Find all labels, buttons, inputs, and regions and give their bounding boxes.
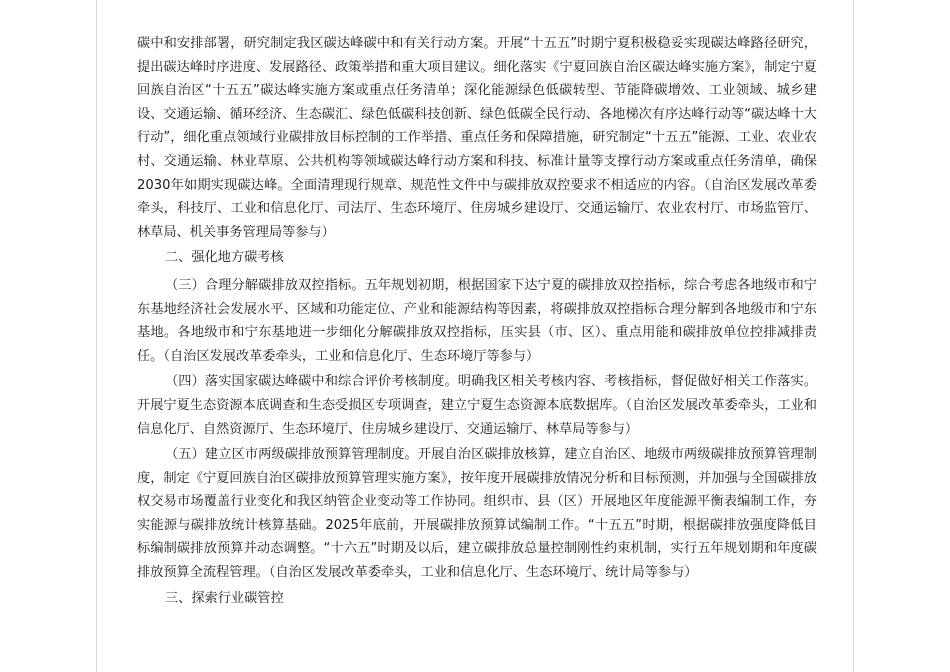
section-heading-2: 二、强化地方碳考核 [165,250,284,266]
section-heading-3: 三、探索行业碳管控 [165,590,284,606]
paragraph-item-3: （三）合理分解碳排放双控指标。五年规划初期，根据国家下达宁夏的碳排放双控指标，综合考虑各地级市和宁东基地经济社会发展水平、区域和功能定位、产业和能源结构等因素，将碳排放双控指标合理分解到各地级市和宁东基地。各地级市和宁东基地进一步细化分解碳排放双控指标，压实县（市、区）、重点用能和碳排放单位控排减排责任。（自治区发展改革委牵头，工业和信息化厅、生态环境厅等参与） [137,277,817,364]
paragraph-item-4: （四）落实国家碳达峰碳中和综合评价考核制度。明确我区相关考核内容、考核指标，督促做好相关工作落实。开展宁夏生态资源本底调查和生态受损区专项调查，建立宁夏生态资源本底数据库。（自治区发展改革委牵头，工业和信息化厅、自然资源厅、生态环境厅、住房城乡建设厅、交通运输厅、林草局等参与） [137,374,817,437]
document-body [137,32,817,614]
paragraph-item-5: （五）建立区市两级碳排放预算管理制度。开展自治区碳排放核算，建立自治区、地级市两级碳排放预算管理制度，制定《宁夏回族自治区碳排放预算管理实施方案》，按年度开展碳排放情况分析和目标预测，并加强与全国碳排放权交易市场覆盖行业变化和我区纳管企业变动等工作协同。组织市、县（区）开展地区年度能源平衡表编制工作，夯实能源与碳排放统计核算基础。2025年底前，开展碳排放预算试编制工作。“十五五”时期，根据碳排放强度降低目标编制碳排放预算并动态调整。“十六五”时期及以后，建立碳排放总量控制刚性约束机制，实行五年规划期和年度碳排放预算全流程管理。（自治区发展改革委牵头，工业和信息化厅、生态环境厅、统计局等参与） [137,447,817,581]
paragraph-intro-continued: 碳中和安排部署，研究制定我区碳达峰碳中和有关行动方案。开展“十五五”时期宁夏积极稳妥实现碳达峰路径研究，提出碳达峰时序进度、发展路径、政策举措和重大项目建议。细化落实《宁夏回族自治区碳达峰实施方案》，制定宁夏回族自治区“十五五”碳达峰实施方案或重点任务清单；深化能源绿色低碳转型、节能降碳增效、工业领域、城乡建设、交通运输、循环经济、生态碳汇、绿色低碳科技创新、绿色低碳全民行动、各地梯次有序达峰行动等“碳达峰十大行动”，细化重点领域行业碳排放目标控制的工作举措、重点任务和保障措施，研究制定“十五五”能源、工业、农业农村、交通运输、林业草原、公共机构等领域碳达峰行动方案和科技、标准计量等支撑行动方案或重点任务清单，确保2030年如期实现碳达峰。全面清理现行规章、规范性文件中与碳排放双控要求不相适应的内容。（自治区发展改革委牵头，科技厅、工业和信息化厅、司法厅、生态环境厅、住房城乡建设厅、交通运输厅、农业农村厅、市场监管厅、林草局、机关事务管理局等参与） [137,36,817,240]
